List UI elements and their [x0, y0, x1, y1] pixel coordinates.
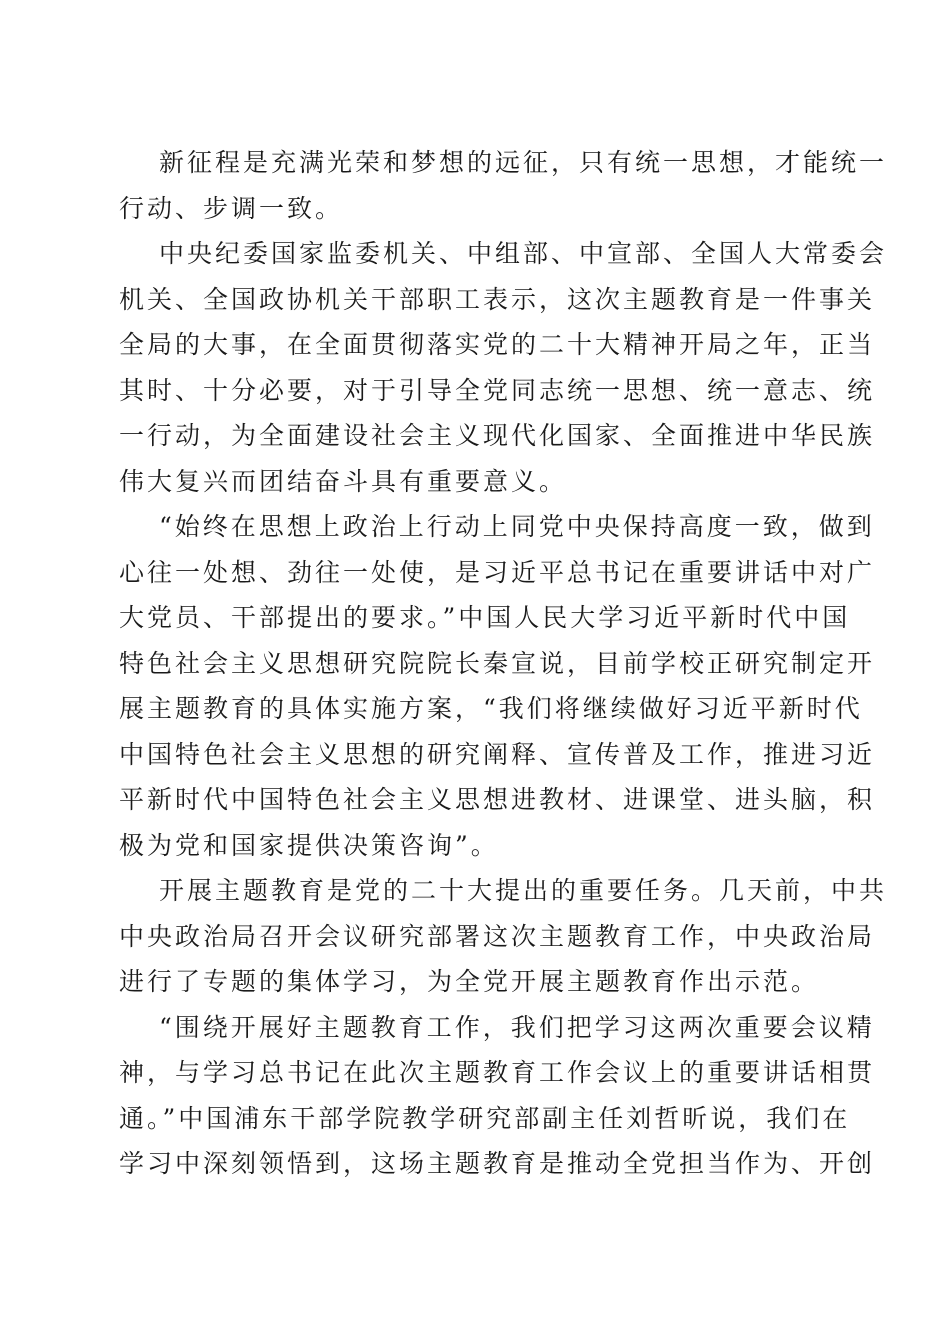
text-line: “始终在思想上政治上行动上同党中央保持高度一致，做到	[159, 512, 875, 541]
text-line: 平新时代中国特色社会主义思想进教材、进课堂、进头脑，积	[119, 785, 876, 814]
document-body	[119, 140, 888, 1187]
text-line: 新征程是充满光荣和梦想的远征，只有统一思想，才能统一	[159, 148, 888, 177]
text-line: 心往一处想、劲往一处使，是习近平总书记在重要讲话中对广	[119, 557, 876, 587]
text-line: 开展主题教育是党的二十大提出的重要任务。几天前，中共	[159, 876, 888, 905]
text-line: 中国特色社会主义思想的研究阐释、宣传普及工作，推进习近	[119, 739, 876, 769]
text-line: 进行了专题的集体学习，为全党开展主题教育作出示范。	[119, 967, 820, 996]
paragraph-5	[119, 1005, 876, 1187]
text-line: 特色社会主义思想研究院院长秦宣说，目前学校正研究制定开	[119, 648, 876, 678]
text-line: 极为党和国家提供决策咨询”。	[119, 830, 499, 860]
text-line: 全局的大事，在全面贯彻落实党的二十大精神开局之年，正当	[119, 330, 876, 359]
text-line: 一行动，为全面建设社会主义现代化国家、全面推进中华民族	[119, 421, 876, 450]
text-line: 展主题教育的具体实施方案，“我们将继续做好习近平新时代	[119, 694, 863, 723]
paragraph-1	[119, 140, 888, 231]
text-line: 学习中深刻领悟到，这场主题教育是推动全党担当作为、开创	[119, 1149, 876, 1178]
text-line: 神，与学习总书记在此次主题教育工作会议上的重要讲话相贯	[119, 1058, 876, 1087]
text-line: “围绕开展好主题教育工作，我们把学习这两次重要会议精	[159, 1012, 875, 1042]
text-line: 机关、全国政协机关干部职工表示，这次主题教育是一件事关	[119, 284, 876, 314]
text-line: 中央政治局召开会议研究部署这次主题教育工作，中央政治局	[119, 921, 876, 951]
paragraph-4	[119, 868, 888, 1005]
text-line: 行动、步调一致。	[119, 193, 344, 223]
text-line: 其时、十分必要，对于引导全党同志统一思想、统一意志、统	[119, 375, 876, 405]
paragraph-3	[119, 504, 876, 868]
text-line: 通。”中国浦东干部学院教学研究部副主任刘哲昕说，我们在	[119, 1103, 851, 1133]
text-line: 大党员、干部提出的要求。”中国人民大学习近平新时代中国	[119, 603, 851, 632]
text-line: 伟大复兴而团结奋斗具有重要意义。	[119, 466, 568, 496]
text-line: 中央纪委国家监委机关、中组部、中宣部、全国人大常委会	[159, 239, 888, 268]
paragraph-2	[119, 231, 888, 504]
